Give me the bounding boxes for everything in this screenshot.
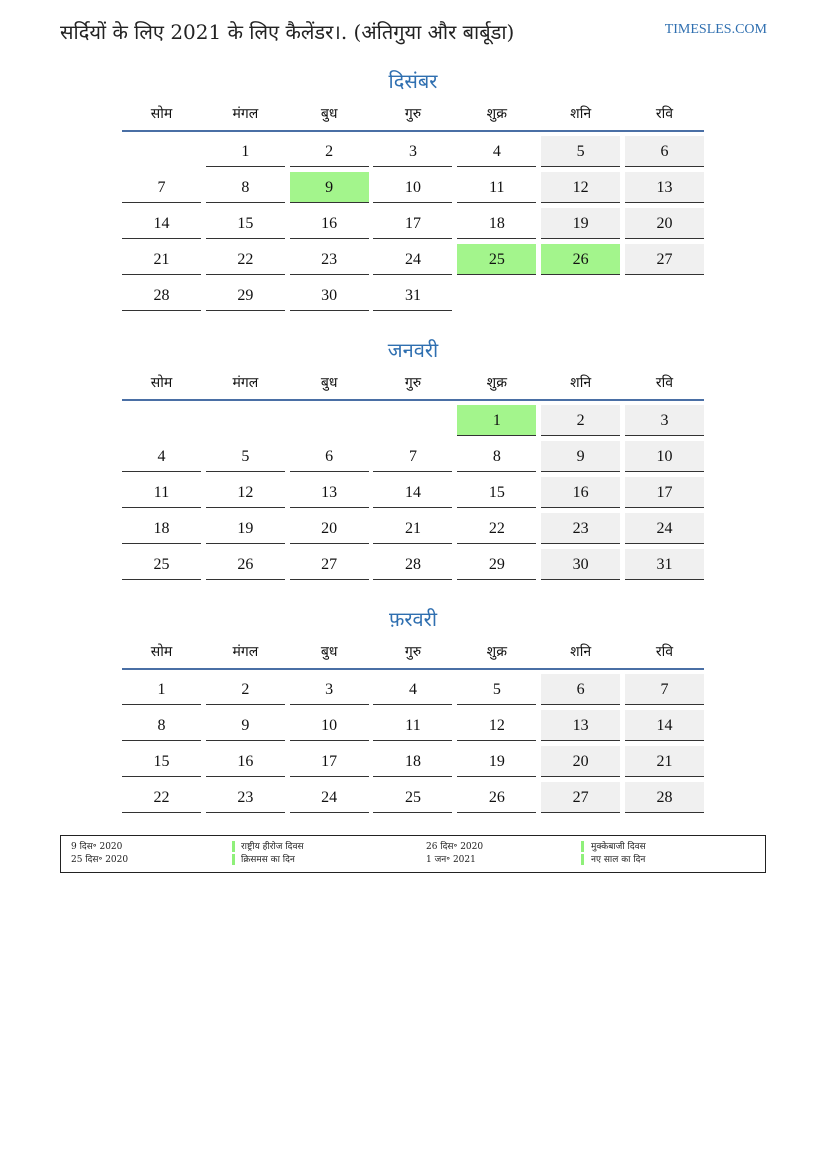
day-cell: 5 bbox=[457, 674, 536, 705]
day-cell: 4 bbox=[373, 674, 452, 705]
month-december bbox=[122, 66, 704, 316]
day-cell: 20 bbox=[541, 746, 620, 777]
day-cell: 12 bbox=[206, 477, 285, 508]
month-title: फ़रवरी bbox=[388, 607, 438, 631]
day-cell: 26 bbox=[206, 549, 285, 580]
day-cell: 20 bbox=[625, 208, 704, 239]
day-cell: 17 bbox=[290, 746, 369, 777]
week-row bbox=[122, 477, 704, 509]
day-cell: 29 bbox=[457, 549, 536, 580]
day-cell: 15 bbox=[206, 208, 285, 239]
day-cell: 11 bbox=[122, 477, 201, 508]
day-cell: 9 bbox=[206, 710, 285, 741]
day-cell: 3 bbox=[625, 405, 704, 436]
day-cell: 22 bbox=[206, 244, 285, 275]
day-cell: 31 bbox=[625, 549, 704, 580]
legend-holiday-name: मुक्केबाजी दिवस bbox=[591, 842, 646, 852]
day-cell: 18 bbox=[122, 513, 201, 544]
day-cell: 25 bbox=[457, 244, 536, 275]
day-cell: 3 bbox=[290, 674, 369, 705]
day-cell: 25 bbox=[122, 549, 201, 580]
weekday-label: मंगल bbox=[232, 643, 259, 660]
day-cell: 22 bbox=[122, 782, 201, 813]
day-cell: 9 bbox=[541, 441, 620, 472]
legend-date: 26 दिस॰ 2020 bbox=[426, 842, 484, 852]
day-cell: 28 bbox=[373, 549, 452, 580]
weekday-label: मंगल bbox=[232, 105, 259, 122]
day-cell: 23 bbox=[290, 244, 369, 275]
day-cell: 28 bbox=[625, 782, 704, 813]
legend-marker bbox=[232, 841, 235, 852]
weekday-label: बुध bbox=[320, 643, 338, 660]
day-cell: 30 bbox=[541, 549, 620, 580]
empty-day-cell bbox=[457, 280, 536, 310]
week-row bbox=[122, 208, 704, 240]
day-cell: 15 bbox=[457, 477, 536, 508]
day-cell: 23 bbox=[206, 782, 285, 813]
empty-day-cell bbox=[206, 405, 285, 435]
week-row bbox=[122, 244, 704, 276]
day-cell: 4 bbox=[457, 136, 536, 167]
day-cell: 10 bbox=[373, 172, 452, 203]
day-cell: 13 bbox=[625, 172, 704, 203]
day-cell: 19 bbox=[541, 208, 620, 239]
empty-day-cell bbox=[625, 280, 704, 310]
legend-marker bbox=[581, 841, 584, 852]
day-cell: 16 bbox=[206, 746, 285, 777]
day-cell: 4 bbox=[122, 441, 201, 472]
legend-holiday-name: राष्ट्रीय हीरोज दिवस bbox=[241, 842, 304, 852]
day-cell: 19 bbox=[206, 513, 285, 544]
legend-holiday-name: क्रिसमस का दिन bbox=[241, 855, 295, 865]
day-cell: 24 bbox=[373, 244, 452, 275]
day-cell: 1 bbox=[122, 674, 201, 705]
day-cell: 14 bbox=[122, 208, 201, 239]
weekday-label: शुक्र bbox=[486, 643, 507, 660]
month-title: जनवरी bbox=[387, 338, 439, 362]
day-cell: 20 bbox=[290, 513, 369, 544]
month-title: दिसंबर bbox=[388, 69, 438, 93]
day-cell: 15 bbox=[122, 746, 201, 777]
legend-date: 25 दिस॰ 2020 bbox=[71, 855, 129, 865]
week-row bbox=[122, 710, 704, 742]
site-link[interactable]: TIMESLES.COM bbox=[664, 22, 767, 37]
day-cell: 6 bbox=[541, 674, 620, 705]
week-row bbox=[122, 746, 704, 778]
weekday-label: सोम bbox=[150, 105, 173, 122]
day-cell: 7 bbox=[122, 172, 201, 203]
day-cell: 5 bbox=[206, 441, 285, 472]
empty-day-cell bbox=[122, 136, 201, 166]
day-cell: 5 bbox=[541, 136, 620, 167]
week-row bbox=[122, 172, 704, 204]
day-cell: 2 bbox=[290, 136, 369, 167]
day-cell: 19 bbox=[457, 746, 536, 777]
weekday-header bbox=[122, 365, 704, 401]
day-cell: 14 bbox=[625, 710, 704, 741]
page-title: सर्दियों के लिए 2021 के लिए कैलेंडर।. (अंतिगुया और बार्बूडा) bbox=[60, 20, 515, 44]
weekday-label: रवि bbox=[655, 374, 674, 391]
day-cell: 21 bbox=[625, 746, 704, 777]
day-cell: 1 bbox=[457, 405, 536, 436]
legend-date: 9 दिस॰ 2020 bbox=[71, 842, 123, 852]
week-row bbox=[122, 782, 704, 814]
day-cell: 29 bbox=[206, 280, 285, 311]
day-cell: 17 bbox=[373, 208, 452, 239]
day-cell: 26 bbox=[541, 244, 620, 275]
weekday-label: मंगल bbox=[232, 374, 259, 391]
holiday-legend bbox=[60, 835, 766, 873]
weekday-label: शुक्र bbox=[486, 374, 507, 391]
legend-date: 1 जन॰ 2021 bbox=[426, 855, 476, 865]
day-cell: 8 bbox=[457, 441, 536, 472]
day-cell: 21 bbox=[122, 244, 201, 275]
day-cell: 30 bbox=[290, 280, 369, 311]
weekday-label: शनि bbox=[570, 105, 592, 122]
day-cell: 18 bbox=[373, 746, 452, 777]
day-cell: 10 bbox=[625, 441, 704, 472]
day-cell: 12 bbox=[457, 710, 536, 741]
day-cell: 14 bbox=[373, 477, 452, 508]
day-cell: 17 bbox=[625, 477, 704, 508]
day-cell: 11 bbox=[373, 710, 452, 741]
day-cell: 16 bbox=[541, 477, 620, 508]
legend-marker bbox=[232, 854, 235, 865]
weekday-label: शनि bbox=[570, 643, 592, 660]
weekday-label: सोम bbox=[150, 374, 173, 391]
weekday-header bbox=[122, 96, 704, 132]
day-cell: 28 bbox=[122, 280, 201, 311]
day-cell: 2 bbox=[206, 674, 285, 705]
empty-day-cell bbox=[373, 405, 452, 435]
weekday-label: बुध bbox=[320, 105, 338, 122]
month-january bbox=[122, 335, 704, 585]
day-cell: 12 bbox=[541, 172, 620, 203]
day-cell: 31 bbox=[373, 280, 452, 311]
day-cell: 21 bbox=[373, 513, 452, 544]
day-cell: 13 bbox=[541, 710, 620, 741]
empty-day-cell bbox=[290, 405, 369, 435]
week-row bbox=[122, 513, 704, 545]
day-cell: 24 bbox=[290, 782, 369, 813]
day-cell: 7 bbox=[625, 674, 704, 705]
weekday-label: रवि bbox=[655, 105, 674, 122]
week-row bbox=[122, 405, 704, 437]
day-cell: 8 bbox=[122, 710, 201, 741]
weekday-label: शुक्र bbox=[486, 105, 507, 122]
weekday-header bbox=[122, 634, 704, 670]
week-row bbox=[122, 549, 704, 581]
day-cell: 11 bbox=[457, 172, 536, 203]
week-row bbox=[122, 674, 704, 706]
day-cell: 27 bbox=[541, 782, 620, 813]
weekday-label: गुरु bbox=[404, 105, 422, 122]
day-cell: 8 bbox=[206, 172, 285, 203]
weekday-label: गुरु bbox=[404, 374, 422, 391]
day-cell: 7 bbox=[373, 441, 452, 472]
day-cell: 1 bbox=[206, 136, 285, 167]
weekday-label: सोम bbox=[150, 643, 173, 660]
day-cell: 18 bbox=[457, 208, 536, 239]
weekday-label: शनि bbox=[570, 374, 592, 391]
month-february bbox=[122, 604, 704, 818]
day-cell: 27 bbox=[625, 244, 704, 275]
day-cell: 3 bbox=[373, 136, 452, 167]
week-row bbox=[122, 136, 704, 168]
day-cell: 24 bbox=[625, 513, 704, 544]
day-cell: 16 bbox=[290, 208, 369, 239]
legend-holiday-name: नए साल का दिन bbox=[591, 855, 646, 865]
day-cell: 27 bbox=[290, 549, 369, 580]
day-cell: 22 bbox=[457, 513, 536, 544]
day-cell: 10 bbox=[290, 710, 369, 741]
week-row bbox=[122, 280, 704, 312]
day-cell: 26 bbox=[457, 782, 536, 813]
empty-day-cell bbox=[541, 280, 620, 310]
day-cell: 13 bbox=[290, 477, 369, 508]
weekday-label: गुरु bbox=[404, 643, 422, 660]
empty-day-cell bbox=[122, 405, 201, 435]
day-cell: 2 bbox=[541, 405, 620, 436]
day-cell: 6 bbox=[625, 136, 704, 167]
weekday-label: रवि bbox=[655, 643, 674, 660]
weekday-label: बुध bbox=[320, 374, 338, 391]
day-cell: 9 bbox=[290, 172, 369, 203]
week-row bbox=[122, 441, 704, 473]
day-cell: 6 bbox=[290, 441, 369, 472]
day-cell: 23 bbox=[541, 513, 620, 544]
legend-marker bbox=[581, 854, 584, 865]
day-cell: 25 bbox=[373, 782, 452, 813]
